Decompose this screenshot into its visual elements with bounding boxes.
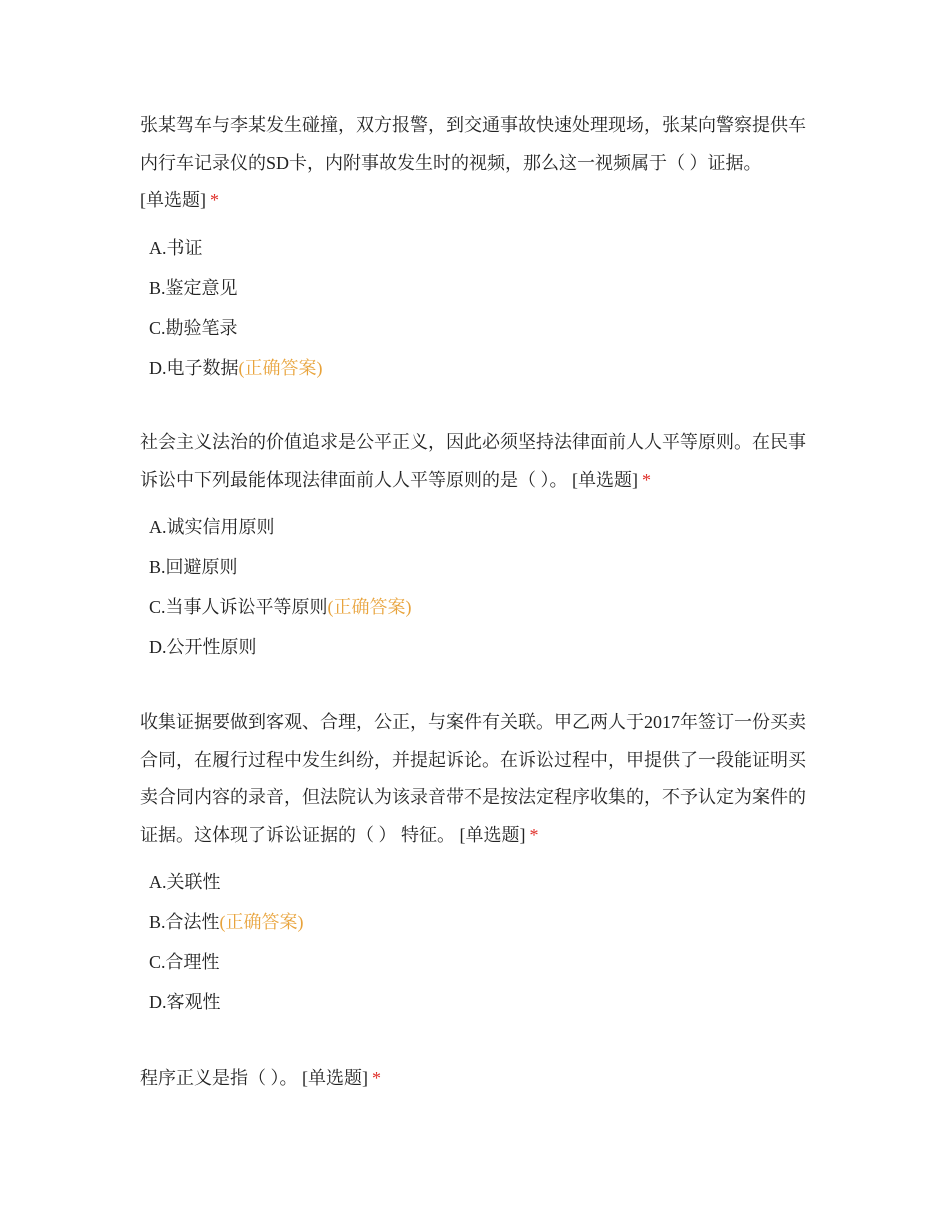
question-4-stem	[140, 1060, 815, 1098]
option-label: B.回避原则	[149, 557, 238, 577]
question-4	[140, 1060, 815, 1098]
option-c[interactable]	[149, 942, 815, 982]
question-2-text: 社会主义法治的价值追求是公平正义，因此必须坚持法律面前人人平等原则。在民事诉讼中下列最能体现法律面前人人平等原则的是（ ）。	[140, 432, 806, 490]
option-b[interactable]	[149, 547, 815, 587]
correct-answer-mark: (正确答案)	[238, 357, 323, 378]
question-1-text: 张某驾车与李某发生碰撞，双方报警，到交通事故快速处理现场，张某向警察提供车内行车记录仪的SD卡，内附事故发生时的视频，那么这一视频属于（ ）证据。	[140, 115, 806, 173]
required-star: *	[529, 824, 539, 845]
question-3-stem	[140, 704, 815, 854]
question-4-type: [单选题]	[302, 1068, 368, 1088]
question-4-text: 程序正义是指（ ）。	[140, 1068, 298, 1088]
option-label: D.电子数据	[149, 357, 239, 378]
question-1-stem	[140, 107, 815, 220]
option-d[interactable]	[149, 982, 815, 1022]
option-b[interactable]	[149, 268, 815, 308]
option-label: A.关联性	[149, 872, 221, 892]
option-a[interactable]	[149, 862, 815, 902]
question-3-options	[140, 862, 815, 1022]
question-2	[140, 424, 815, 667]
question-2-options	[140, 507, 815, 667]
option-b[interactable]	[149, 902, 815, 942]
option-label: C.当事人诉讼平等原则	[149, 597, 328, 617]
question-2-stem	[140, 424, 815, 499]
option-c[interactable]	[149, 308, 815, 348]
option-label: A.诚实信用原则	[149, 517, 275, 537]
option-label: C.合理性	[149, 952, 220, 972]
option-label: B.鉴定意见	[149, 277, 238, 298]
correct-answer-mark: (正确答案)	[327, 597, 412, 617]
question-2-type: [单选题]	[572, 469, 638, 490]
option-c[interactable]	[149, 587, 815, 627]
option-d[interactable]	[149, 627, 815, 667]
required-star: *	[210, 190, 219, 210]
correct-answer-mark: (正确答案)	[219, 912, 304, 932]
option-a[interactable]	[149, 228, 815, 268]
required-star: *	[642, 469, 651, 490]
required-star: *	[372, 1068, 381, 1088]
question-1-type: [单选题]	[140, 190, 206, 210]
option-label: A.书证	[149, 237, 203, 258]
option-d[interactable]	[149, 348, 815, 388]
question-3	[140, 704, 815, 1022]
option-label: C.勘验笔录	[149, 317, 238, 338]
option-label: D.公开性原则	[149, 637, 257, 657]
option-a[interactable]	[149, 507, 815, 547]
option-label: B.合法性	[149, 912, 220, 932]
question-3-type: [单选题]	[459, 824, 526, 845]
question-3-text: 收集证据要做到客观、合理，公正，与案件有关联。甲乙两人于2017年签订一份买卖合同，在履行过程中发生纠纷，并提起诉论。在诉讼过程中，甲提供了一段能证明买卖合同内容的录音，但法院认为该录音带不是按法定程序收集的，不予认定为案件的证据。这体现了诉讼证据的（ ） 特征。	[140, 712, 806, 845]
question-1-options	[140, 228, 815, 388]
option-label: D.客观性	[149, 992, 221, 1012]
question-1	[140, 107, 815, 388]
